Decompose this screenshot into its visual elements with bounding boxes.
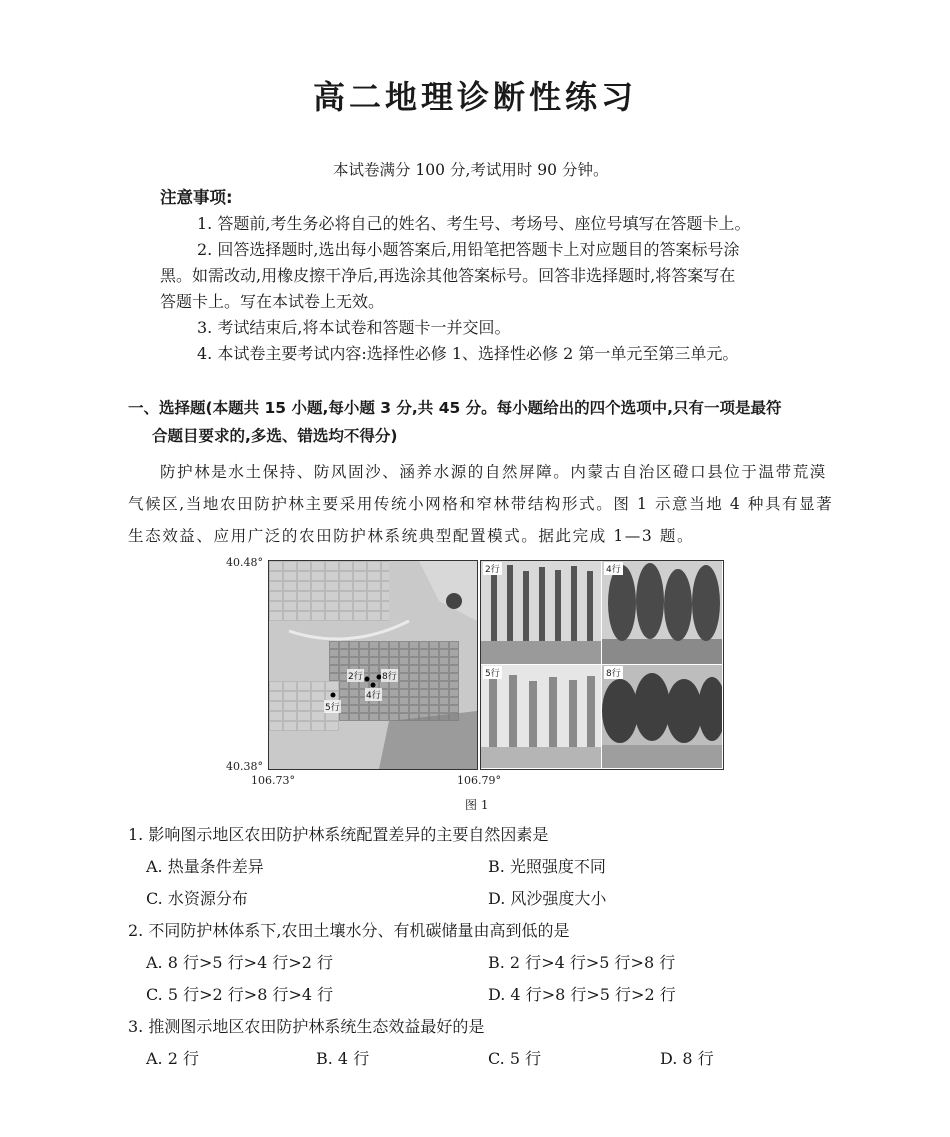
- lon-right-label: 106.79°: [457, 774, 501, 787]
- figure-caption: 图 1: [465, 798, 489, 812]
- lon-left-label: 106.73°: [251, 774, 295, 787]
- map-point-label: 4行: [365, 688, 382, 701]
- exam-intro: 本试卷满分 100 分,考试用时 90 分钟。: [333, 161, 609, 179]
- question-stem: 2. 不同防护林体系下,农田土壤水分、有机碳储量由高到低的是: [128, 921, 570, 940]
- photo-label: 5行: [483, 666, 502, 679]
- page-title: 高二地理诊断性练习: [312, 78, 637, 116]
- question-option: C. 5 行: [488, 1049, 542, 1068]
- photo-label: 4行: [604, 562, 623, 575]
- map-point-label: 8行: [381, 669, 398, 682]
- section-heading-cont: 合题目要求的,多选、错选均不得分): [152, 427, 398, 445]
- tree-photo-image: [481, 665, 601, 768]
- photo-label: 2行: [483, 562, 502, 575]
- tree-photo-image: [481, 561, 601, 664]
- photo-8-rows: [602, 665, 722, 768]
- tree-photo-image: [602, 561, 722, 664]
- passage-line: 气候区,当地农田防护林主要采用传统小网格和窄林带结构形式。图 1 示意当地 4 种具有显著: [128, 495, 834, 513]
- satellite-map-image: [269, 561, 477, 769]
- notice-item: 4. 本试卷主要考试内容:选择性必修 1、选择性必修 2 第一单元至第三单元。: [197, 344, 739, 363]
- question-stem: 1. 影响图示地区农田防护林系统配置差异的主要自然因素是: [128, 825, 549, 844]
- question-stem: 3. 推测图示地区农田防护林系统生态效益最好的是: [128, 1017, 485, 1036]
- notice-item: 3. 考试结束后,将本试卷和答题卡一并交回。: [197, 318, 511, 337]
- photo-5-rows: [481, 665, 601, 768]
- question-option: B. 光照强度不同: [488, 857, 606, 876]
- question-option: C. 5 行>2 行>8 行>4 行: [146, 985, 334, 1004]
- lat-top-label: 40.48°: [226, 556, 263, 569]
- question-option: A. 8 行>5 行>4 行>2 行: [146, 953, 334, 972]
- notice-item: 答题卡上。写在本试卷上无效。: [160, 292, 385, 311]
- section-heading: 一、选择题(本题共 15 小题,每小题 3 分,共 45 分。每小题给出的四个选项中,只有一项是最符: [128, 399, 782, 417]
- figure-1: [268, 560, 724, 770]
- photo-4-rows: [602, 561, 722, 664]
- tree-photo-image: [602, 665, 722, 768]
- question-option: B. 2 行>4 行>5 行>8 行: [488, 953, 676, 972]
- question-option: B. 4 行: [316, 1049, 370, 1068]
- photo-grid: [480, 560, 724, 770]
- notice-item: 黑。如需改动,用橡皮擦干净后,再选涂其他答案标号。回答非选择题时,将答案写在: [160, 266, 736, 285]
- question-option: C. 水资源分布: [146, 889, 248, 908]
- lat-bottom-label: 40.38°: [226, 760, 263, 773]
- notice-item: 2. 回答选择题时,选出每小题答案后,用铅笔把答题卡上对应题目的答案标号涂: [197, 240, 740, 259]
- question-option: D. 4 行>8 行>5 行>2 行: [488, 985, 676, 1004]
- map-point-label: 2行: [347, 669, 364, 682]
- passage-line: 生态效益、应用广泛的农田防护林系统典型配置模式。据此完成 1—3 题。: [128, 527, 695, 545]
- question-option: D. 风沙强度大小: [488, 889, 607, 908]
- photo-label: 8行: [604, 666, 623, 679]
- question-option: A. 2 行: [146, 1049, 199, 1068]
- question-option: D. 8 行: [660, 1049, 714, 1068]
- passage-line: 防护林是水土保持、防风固沙、涵养水源的自然屏障。内蒙古自治区磴口县位于温带荒漠: [160, 463, 827, 481]
- notice-heading: 注意事项:: [160, 188, 233, 207]
- map-point-label: 5行: [324, 700, 341, 713]
- satellite-map: [268, 560, 478, 770]
- notice-item: 1. 答题前,考生务必将自己的姓名、考生号、考场号、座位号填写在答题卡上。: [197, 214, 751, 233]
- photo-2-rows: [481, 561, 601, 664]
- question-option: A. 热量条件差异: [146, 857, 264, 876]
